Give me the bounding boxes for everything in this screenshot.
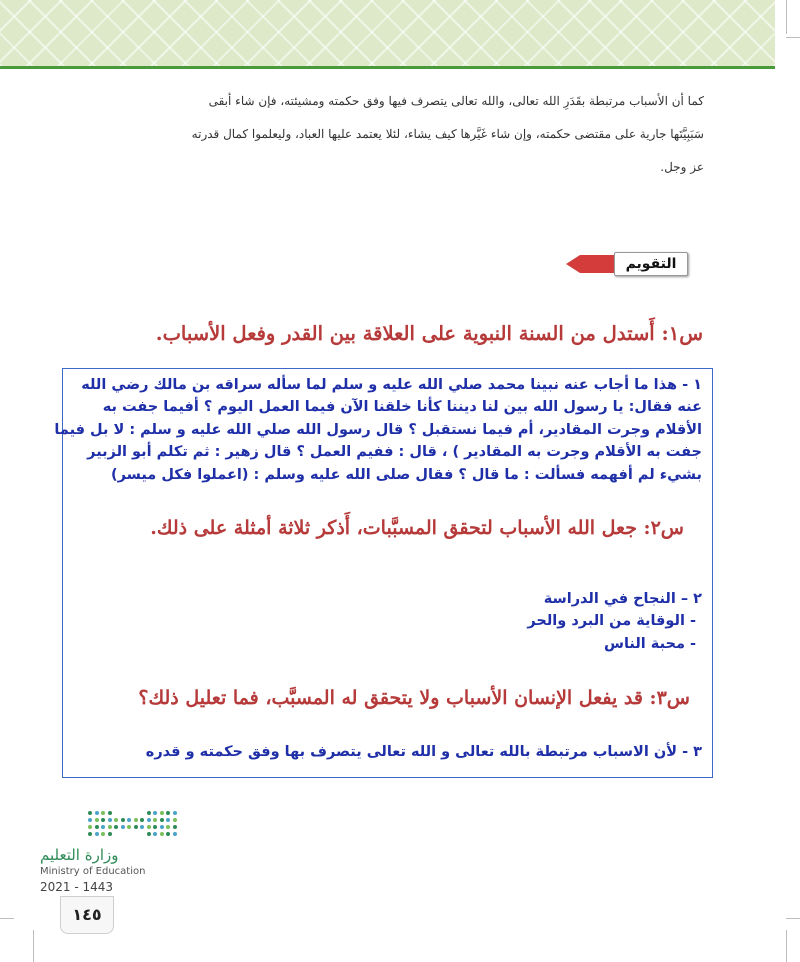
logo-dot <box>166 811 170 815</box>
logo-dot <box>166 825 170 829</box>
logo-dot <box>114 825 118 829</box>
logo-dot <box>153 811 157 815</box>
logo-dot <box>147 818 151 822</box>
question-2: س٢: جعل الله الأسباب لتحقق المسبَّبات، أَذكر ثلاثة أمثلة على ذلك. <box>150 517 684 539</box>
logo-dot <box>95 818 99 822</box>
logo-dot <box>153 825 157 829</box>
intro-line-3: عز وجل. <box>660 160 704 174</box>
logo-dot <box>173 825 177 829</box>
logo-dot <box>147 811 151 815</box>
decorative-header-banner <box>0 0 775 66</box>
logo-dot <box>121 818 125 822</box>
answer-1-line: عنه فقال: يا رسول الله بين لنا ديننا كأنا خلقنا الآن فيما العمل اليوم ؟ أفيما جفت به <box>102 399 702 415</box>
page-number: ١٤٥ <box>60 896 114 934</box>
crop-mark <box>786 0 787 34</box>
edition-year: 2021 - 1443 <box>40 880 114 894</box>
answer-2-line: - محبة الناس <box>603 636 696 652</box>
header-divider <box>0 66 775 69</box>
logo-dot <box>134 818 138 822</box>
logo-dot <box>88 832 92 836</box>
answer-2-line: ٢ – النجاح في الدراسة <box>543 591 702 607</box>
answer-box <box>54 368 713 778</box>
logo-dot <box>101 825 105 829</box>
intro-line-1: كما أن الأسباب مرتبطة بقَدَرِ الله تعالى، والله تعالى يتصرف فيها وفق حكمته ومشيئته، فإن شاء أبقى <box>208 94 704 108</box>
logo-dot <box>127 825 131 829</box>
logo-dot <box>95 825 99 829</box>
section-tag <box>566 252 686 276</box>
logo-dot <box>108 818 112 822</box>
answer-1-line: ١ - هذا ما أجاب عنه نبينا محمد صلي الله عليه و سلم لما سأله سراقه بن مالك رضي الله <box>81 377 702 393</box>
crop-mark <box>0 918 14 919</box>
logo-dot <box>153 832 157 836</box>
crop-mark <box>786 930 787 962</box>
logo-dot <box>108 832 112 836</box>
logo-dot <box>88 818 92 822</box>
logo-dot <box>166 818 170 822</box>
logo-dot <box>127 818 131 822</box>
intro-line-2: سَبَبِيَّتَها جارية على مقتضى حكمته، وإن شاء غَيَّرها كيف يشاء، لئلا يعتمد عليها العباد، وليعلموا كمال قدرته <box>191 127 704 141</box>
logo-dot <box>166 832 170 836</box>
logo-dot <box>101 832 105 836</box>
answer-3: ٣ - لأن الاسباب مرتبطة بالله تعالى و الله تعالى يتصرف بها وفق حكمته و قدره <box>145 744 702 760</box>
logo-dot <box>114 818 118 822</box>
logo-dot <box>95 811 99 815</box>
logo-dot <box>173 818 177 822</box>
ministry-name-english: Ministry of Education <box>40 866 146 877</box>
logo-dot <box>95 832 99 836</box>
logo-dot <box>173 811 177 815</box>
logo-dot <box>160 832 164 836</box>
logo-dot <box>147 825 151 829</box>
logo-dot <box>140 825 144 829</box>
logo-dot <box>134 825 138 829</box>
logo-dot <box>108 825 112 829</box>
logo-dot <box>160 825 164 829</box>
crop-mark <box>33 930 34 962</box>
logo-dot <box>153 818 157 822</box>
logo-dot <box>160 811 164 815</box>
question-3: س٣: قد يفعل الإنسان الأسباب ولا يتحقق له المسبَّب، فما تعليل ذلك؟ <box>138 687 690 709</box>
answer-1-line: جفت به الأقلام وجرت به المقادير ) ، قال : ففيم العمل ؟ قال زهير : ثم تكلم أبو الزبير <box>87 444 702 460</box>
answer-1-line: الأقلام وجرت المقادير، أم فيما نستقبل ؟ قال رسول الله صلي الله عليه و سلم : لا بل فيما <box>54 422 702 438</box>
logo-dot <box>147 832 151 836</box>
ministry-name-arabic: وزارة التعليم <box>40 846 119 864</box>
question-1: س١: أَستدل من السنة النبوية على العلاقة بين القدر وفعل الأسباب. <box>155 322 703 345</box>
logo-dot <box>121 825 125 829</box>
crop-mark <box>786 918 800 919</box>
logo-dot <box>101 811 105 815</box>
logo-dot <box>101 818 105 822</box>
ministry-logo-icon <box>88 811 180 841</box>
logo-dot <box>88 811 92 815</box>
logo-dot <box>108 811 112 815</box>
section-label: التقويم <box>614 252 688 276</box>
answer-2-line: - الوقاية من البرد والحر <box>527 613 696 629</box>
crop-mark <box>786 37 800 38</box>
logo-dot <box>160 818 164 822</box>
logo-dot <box>88 825 92 829</box>
logo-dot <box>140 818 144 822</box>
answer-1-line: بشيء لم أفهمه فسألت : ما قال ؟ فقال صلى الله عليه وسلم : (اعملوا فكل ميسر) <box>110 467 702 483</box>
logo-dot <box>173 832 177 836</box>
